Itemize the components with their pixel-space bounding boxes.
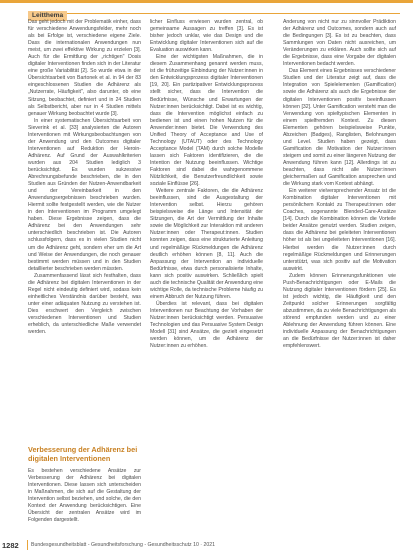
- column-1-body: [28, 19, 141, 437]
- section-rubric: [28, 4, 400, 19]
- column-3: [283, 19, 396, 536]
- page-footer: [0, 540, 413, 550]
- paragraph: licher Einfluss erwiesen wurden zentral, ob gemeinsame Aussagen zu treffen [3]. Es ist bisher jedoch unklar, wie das Design und die Entwicklung digitaler Interventionen sich auf die Evaluation auswirken kann.: [150, 19, 263, 54]
- journal-citation: Bundesgesundheitsblatt - Gesundheitsforschung - Gesundheitsschutz 10 · 2021: [31, 542, 215, 548]
- top-accent-rule: [0, 0, 413, 3]
- column-1: [28, 19, 141, 437]
- paragraph: Es bestehen verschiedene Ansätze zur Verbesserung der Adhärenz bei digitalen Interventionen. Diese lassen sich unterscheiden in Maßnahmen, die sich auf die Gestaltung der Intervention selbst beziehen, und solche, die den Kontext der Anwendung berücksichtigen. Eine Übersicht der zentralen Ansätze wird im Folgenden dargestellt.: [28, 468, 141, 524]
- paragraph: Weitere zentrale Faktoren, die die Adhärenz beeinflussen, sind die Ausgestaltung der Intervention selbst. Hierzu gehören beispielsweise die Länge und Intensität der Sitzungen, die Art der Vermittlung der Inhalte sowie die Möglichkeit zur Interaktion mit anderen Nutzer:innen oder Therapeut:innen. Studien konnten zeigen, dass eine strukturierte Anleitung und regelmäßige Rückmeldungen die Adhärenz deutlich erhöhen können [8, 11]. Auch die Anpassung der Intervention an individuelle Bedürfnisse, etwa durch personalisierte Inhalte, kann sich positiv auswirken. Schließlich spielt auch die technische Qualität der Anwendung eine wichtige Rolle, da technische Probleme häufig zu einem Abbruch der Nutzung führen.: [150, 188, 263, 300]
- paragraph: Das Element eines Ergebnisses verschiedener Studien und der Literatur zeigt auf, dass die Integration von Spielelementen (Gamification) sowie die Adhärenz als auch die Ergebnisse der digitalen Interventionen positiv beeinflussen können [32]. Unter Gamification versteht man die Verwendung von spieltypischen Elementen in einem spielfremden Kontext. Zu diesen Elementen gehören beispielsweise Punkte, Abzeichen (Badges), Ranglisten, Belohnungen und Level. Studien haben gezeigt, dass Gamification die Motivation der Nutzer:innen steigern und somit zu einer längeren Nutzung der Anwendung führen kann [12]. Allerdings ist zu beachten, dass nicht alle Nutzer:innen gleichermaßen auf Gamification ansprechen und die Wirkung stark vom Kontext abhängt.: [283, 68, 396, 188]
- paragraph: Überdies ist relevant, dass bei digitalen Interventionen nur Beachtung der Vorhaben der Nutzer:innen berücksichtigt werden. Persuasive Technologien und das Persuasive System Design Modell [31] sind Ansätze, die gezielt eingesetzt werden können, um die Adhärenz der Nutzer:innen zu erhöhen.: [150, 300, 263, 350]
- paragraph: Das geht jedoch mit der Problematik einher, dass für verschiedene Anwendungsfelder, mehr noch als bei Erfolge ist, verschiedene eigene Ziele. Dass die internationalen Anwendungen nun meist, um zwei effektive Wirkung zu erzielen [3]. Auch für die Ermittlung der „richtigen" Dosis digitaler Interventionen finden sich in der Literatur eine große Variabilität [2]. So wurde etwa in der Übersichtsarbeit von Bartonek et al. in 94 der 83 eingeschlossenen Studien die Adhärenz als „Nutzerrate, Häufigkeit", also darunter, ob eine Sitzung, beobachtet, definiert und in 24 Studien als Selbstbericht, aber nur in 4 Studien mittels genauer Wirkung beobachtet wurde [3].: [28, 19, 141, 117]
- page-number: 1282: [2, 541, 19, 550]
- paragraph: In einer systematischen Übersichtsarbeit von Sieverink et al. [33] analysierten die Autoren Interventionen mit Wirkungsbeobachtungen von der Anwendung und den Outcomes digitaler Interventionen auf Reduktion der Heroin-Adhärenz. Auf Grund der Auswahlkriterien wurden aus 204 Studien lediglich 3 berücksichtigt. Es wurden sukzessive Abrechnungsbefunde beschrieben, die in den Studien aus Gründen der Nutzen-Anwendbarkeit und der Vereinbarkeit in den Anwendungsergebnissen beschrieben wurden. Hiermit sollte festgestellt werden, wie die Nutzer in den Interventionen im Programm umgelegt haben. Diese Ergebnisse zeigen, dass die Adhärenz bei den Anwendungen sehr unterschiedlich beschrieben ist. Die Autoren schlussfolgern, dass es in vielen Studien nicht um die Adhärenz geht, sondern eher um die Art und Weise der Anwendungen, die noch genauer bestimmt werden müssen und in den Studien detaillierter beschrieben werden müssten.: [28, 117, 141, 272]
- section-label: Leitthema: [28, 11, 67, 21]
- paragraph: Zusammenfassend lässt sich festhalten, dass die Adhärenz bei digitalen Interventionen in der Regel nicht eindeutig definiert wird, sodass kein einheitliches Verständnis darüber besteht, was unter einer adäquaten Nutzung zu verstehen ist. Dies erschwert den Vergleich zwischen verschiedenen Interventionen und Studien erheblich, da unterschiedliche Maße verwendet werden.: [28, 272, 141, 336]
- paragraph: Zudem können Erinnerungsfunktionen wie Push-Benachrichtigungen oder E-Mails die Nutzung digitaler Interventionen fördern [25]. Es ist jedoch wichtig, die Häufigkeit und den Zeitpunkt solcher Erinnerungen sorgfältig abzustimmen, da zu viele Benachrichtigungen als störend empfunden werden und zu einer Ablehnung der Anwendung führen können. Eine individuelle Anpassung der Benachrichtigungen an die Bedürfnisse der Nutzer:innen ist daher empfehlenswert.: [283, 272, 396, 350]
- column-2-body: [150, 19, 263, 536]
- paragraph: Eine der wichtigsten Maßnahmen, die in diesem Zusammenhang genannt werden muss, ist die frühzeitige Einbindung der Nutzer:innen in den Entwicklungsprozess digitaler Interventionen [19, 20]. Ein partizipativer Entwicklungsprozess stellt sicher, dass die Intervention die Bedürfnisse, Wünsche und Erwartungen der Nutzer:innen berücksichtigt. Dabei ist es wichtig, dass die Intervention möglichst einfach zu bedienen ist und einen hohen Nutzen für die Anwender:innen bietet. Die Verwendung des Unified Theory of Acceptance and Use of Technology (UTAUT) oder des Technology Acceptance Model (TAM) durch solche Modelle lassen sich Faktoren identifizieren, die die Intention der Nutzung beeinflussen. Wichtige Faktoren sind dabei die wahrgenommene Nützlichkeit, die Benutzerfreundlichkeit sowie soziale Einflüsse [26].: [150, 54, 263, 188]
- column-1-tail: [28, 468, 141, 536]
- section-heading: Verbesserung der Adhärenz bei digitalen Interventionen: [28, 445, 138, 463]
- paragraph: Ein weiterer vielversprechender Ansatz ist die Kombination digitaler Interventionen mit persönlichem Kontakt zu Therapeut:innen oder Coaches, sogenannte Blended-Care-Ansätze [14]. Durch die Kombination können die Vorteile beider Ansätze genutzt werden. Studien zeigen, dass die Adhärenz bei geleiteten Interventionen höher ist als bei ungeleiteten Interventionen [16]. Hierbei werden die Nutzer:innen durch regelmäßige Rückmeldungen und Erinnerungen unterstützt, was sich positiv auf die Motivation auswirkt.: [283, 188, 396, 272]
- footer-divider: [27, 540, 28, 550]
- column-2: [150, 19, 263, 536]
- column-3-body: [283, 19, 396, 536]
- paragraph: Änderung von nicht nur zu sinnvoller Prädiktion der Adhärenz und Outcomes, sondern auch auf die Bedingungen [3]. Es ist zu beachten, dass Sammlungen von Daten nicht ausreichen, um Veränderungen zu erklären. Auch sollte sich auf die Ergebnisse, dass eine Vorgabe der digitalen Interventionen bedacht werden.: [283, 19, 396, 68]
